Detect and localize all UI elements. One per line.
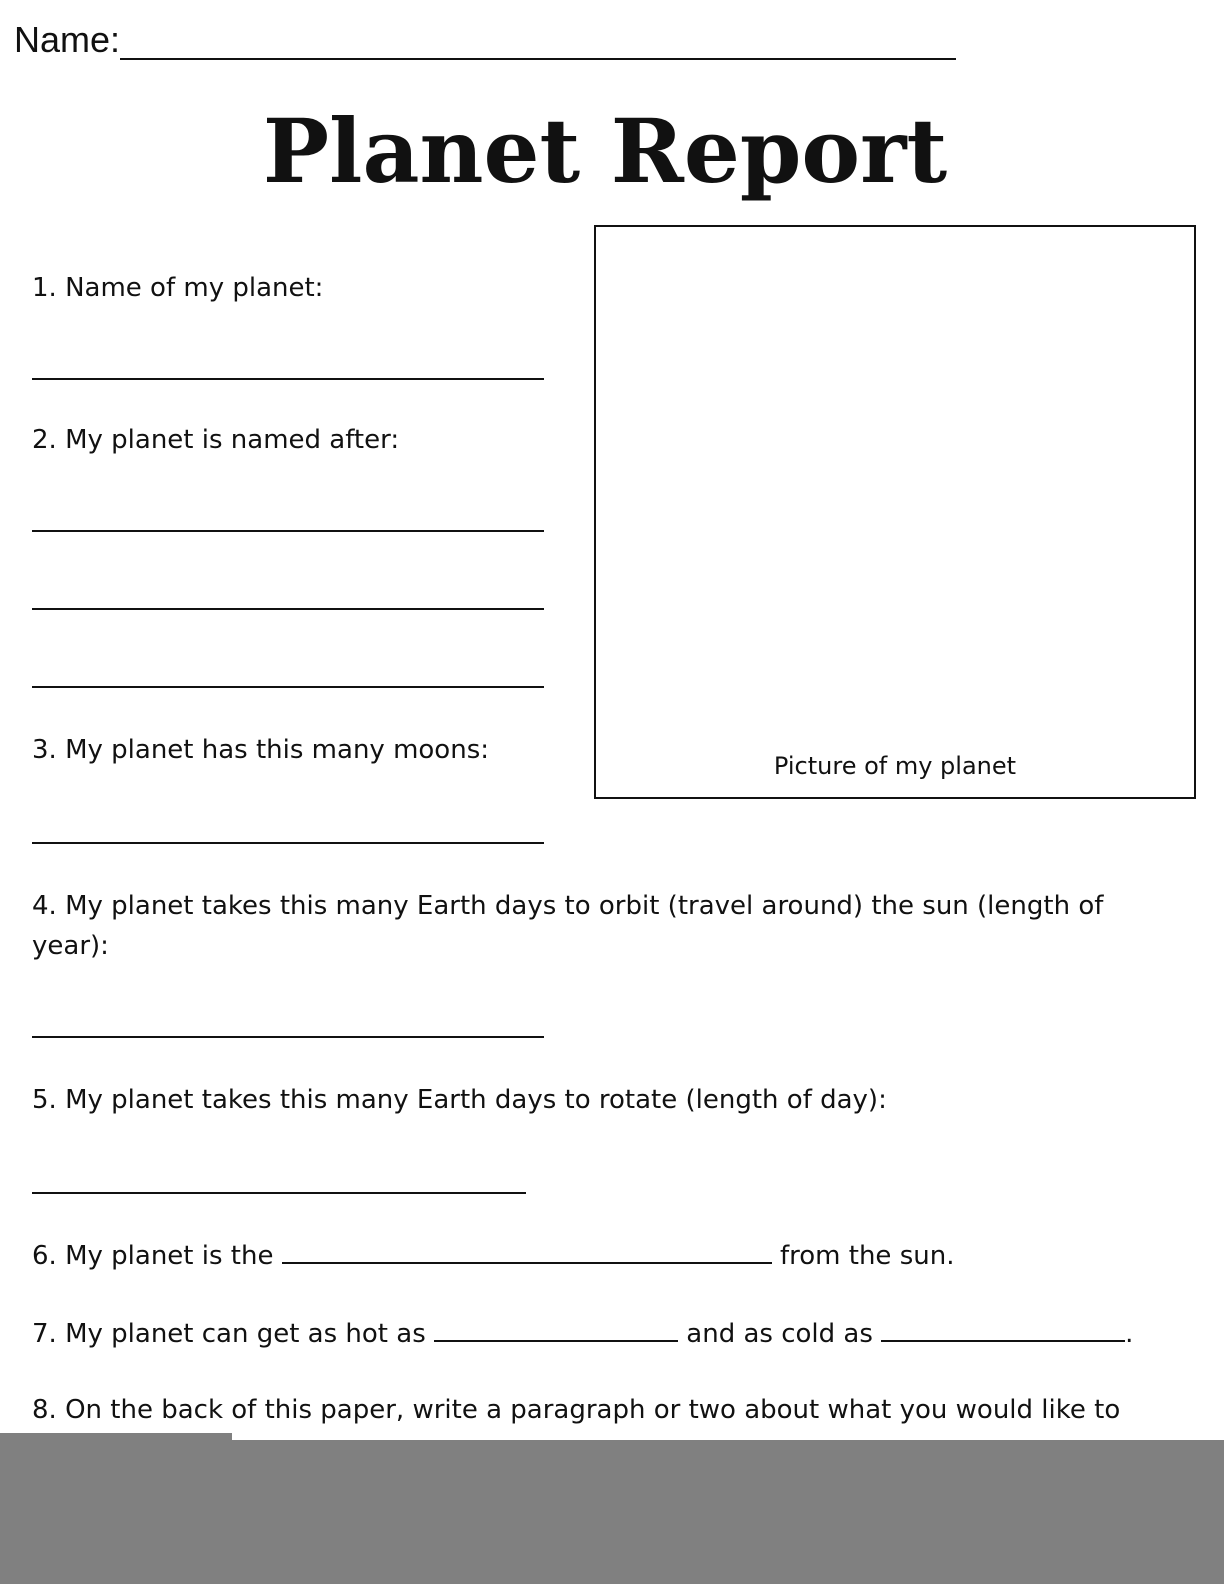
answer-blank-7-hot[interactable] — [434, 1318, 678, 1342]
question-4-line-1: 4. My planet takes this many Earth days to orbit (travel around) the sun (length of — [32, 891, 1104, 921]
question-2: 2. My planet is named after: — [32, 425, 400, 455]
answer-blank-6[interactable] — [282, 1240, 772, 1264]
picture-box[interactable] — [594, 225, 1196, 799]
answer-line-5[interactable] — [32, 1192, 526, 1194]
question-6 — [32, 1236, 954, 1276]
answer-line-4[interactable] — [32, 1036, 544, 1038]
gray-overlay — [0, 1440, 1224, 1584]
answer-line-1[interactable] — [32, 378, 544, 380]
question-4-line-2: year): — [32, 931, 109, 961]
answer-line-3[interactable] — [32, 842, 544, 844]
answer-line-2b[interactable] — [32, 608, 544, 610]
answer-line-2a[interactable] — [32, 530, 544, 532]
question-1: 1. Name of my planet: — [32, 273, 324, 303]
question-6-prefix: 6. My planet is the — [32, 1241, 274, 1271]
question-3: 3. My planet has this many moons: — [32, 735, 489, 765]
answer-blank-7-cold[interactable] — [881, 1318, 1125, 1342]
question-7-middle: and as cold as — [686, 1319, 873, 1349]
question-7 — [32, 1314, 1133, 1354]
picture-caption: Picture of my planet — [773, 752, 1017, 780]
answer-line-2c[interactable] — [32, 686, 544, 688]
name-line[interactable] — [120, 58, 956, 60]
name-label: Name: — [14, 19, 121, 60]
question-8-line-1: 8. On the back of this paper, write a paragraph or two about what you would like to — [32, 1395, 1121, 1425]
question-6-suffix: from the sun. — [779, 1241, 955, 1271]
page-title: Planet Report — [262, 99, 948, 203]
question-5: 5. My planet takes this many Earth days to rotate (length of day): — [32, 1085, 887, 1115]
question-7-period: . — [1125, 1319, 1134, 1349]
question-7-prefix: 7. My planet can get as hot as — [32, 1319, 426, 1349]
